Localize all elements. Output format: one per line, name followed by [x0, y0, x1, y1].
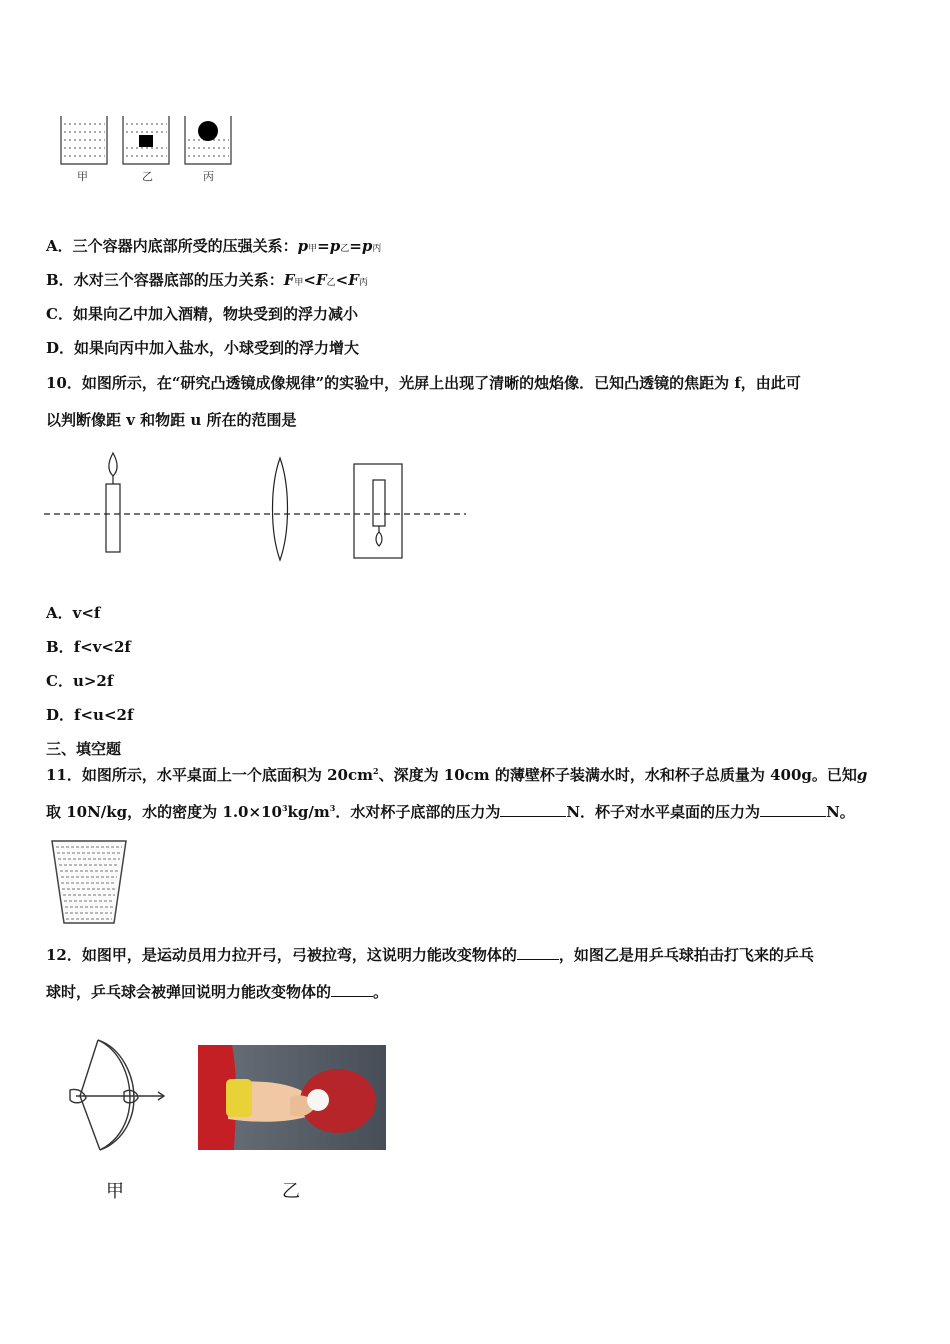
q9-option-a: A．三个容器内底部所受的压强关系：p甲=p乙=p丙 [46, 237, 382, 255]
cup-figure [50, 838, 130, 926]
label-jia: 甲 [77, 170, 88, 183]
q10-option-b: B．f<v<2f [46, 638, 131, 656]
q10-stem-line2: 以判断像距 v 和物距 u 所在的范围是 [46, 411, 297, 429]
lens-experiment-figure [44, 448, 468, 563]
q12-blank-2[interactable] [331, 982, 373, 997]
ball-icon [198, 121, 218, 141]
q12-stem-line2: 球时，乒乓球会被弹回说明力能改变物体的 。 [46, 983, 389, 1001]
q10-option-d: D．f<u<2f [46, 706, 134, 724]
ping-pong-photo [198, 1045, 386, 1150]
q11-blank-1[interactable] [500, 802, 566, 817]
q11-stem-line1: 11．如图所示，水平桌面上一个底面积为 $20cm^2$、深度为 10cm 的薄壁杯子装满水时，水和杯子总质量为 400g。已知g [46, 766, 868, 784]
caption-jia: 甲 [106, 1181, 124, 1202]
q10-stem-line1: 10．如图所示，在“研究凸透镜成像规律”的实验中，光屏上出现了清晰的烛焰像．已知凸透镜的焦距为 f，由此可 [46, 374, 801, 392]
convex-lens-icon [273, 458, 288, 560]
bow-icon [98, 1040, 134, 1150]
q9-option-c: C．如果向乙中加入酒精，物块受到的浮力减小 [46, 305, 358, 323]
q12-stem-line1: 12．如图甲，是运动员用力拉开弓，弓被拉弯，这说明力能改变物体的 ，如图乙是用乒乓球拍击打飞来的乒乓 [46, 946, 814, 964]
section-title: 三、填空题 [46, 740, 122, 758]
caption-yi: 乙 [282, 1181, 300, 1202]
bowstring [80, 1040, 98, 1096]
q11-blank-2[interactable] [760, 802, 826, 817]
block-icon [139, 135, 153, 147]
q10-option-c: C．u>2f [46, 672, 114, 690]
q12-blank-1[interactable] [517, 945, 559, 960]
ball-photo-icon [307, 1089, 329, 1111]
bow-figure [64, 1036, 168, 1154]
q9-option-d: D．如果向丙中加入盐水，小球受到的浮力增大 [46, 339, 360, 357]
q9-option-b: B．水对三个容器底部的压力关系：F甲<F乙<F丙 [46, 271, 368, 289]
screen-icon [354, 464, 402, 558]
candle-icon [106, 453, 120, 552]
wristband-icon [226, 1079, 252, 1117]
q11-stem-line2: 取 10N/kg，水的密度为 $1.0\times 10^3kg/m^3$．水对杯子底部的压力为 N．杯子对水平桌面的压力为 N。 [46, 803, 855, 821]
containers-figure [55, 112, 240, 184]
label-yi: 乙 [142, 170, 153, 183]
q10-option-a: A．v<f [46, 604, 101, 622]
label-bing: 丙 [203, 170, 214, 183]
